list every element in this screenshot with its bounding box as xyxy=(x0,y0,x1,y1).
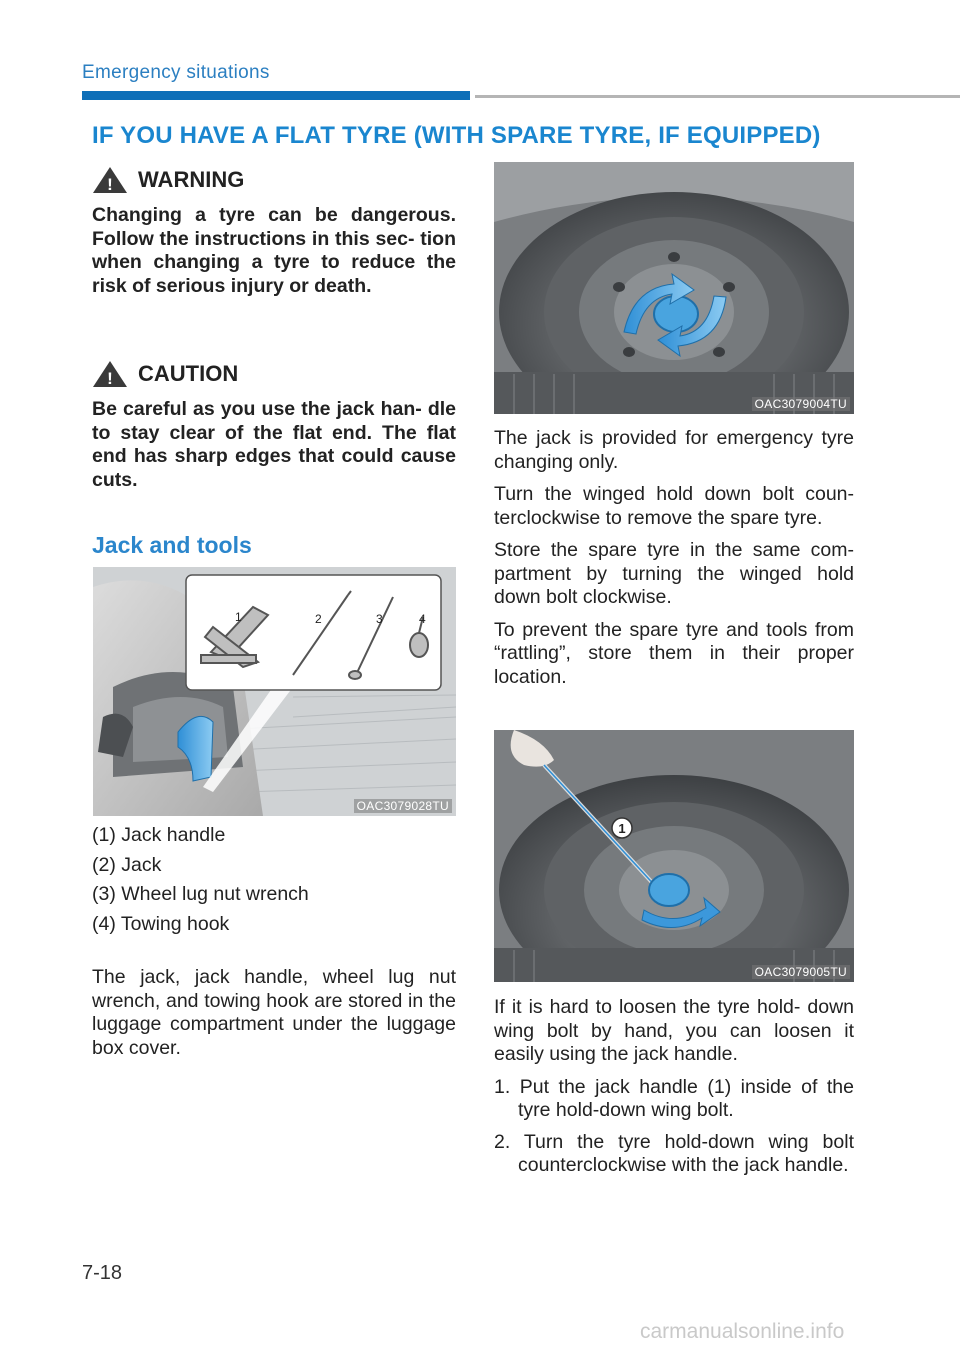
tool-item: (3) Wheel lug nut wrench xyxy=(92,883,309,905)
spare-tyre-figure xyxy=(494,162,854,414)
header-rule-grey xyxy=(475,95,960,98)
callout-2: 2 xyxy=(315,612,322,626)
section-label: Emergency situations xyxy=(82,62,270,83)
site-watermark: carmanualsonline.info xyxy=(640,1320,845,1343)
caution-heading xyxy=(92,360,456,388)
header-rule-blue xyxy=(82,91,470,100)
figure-code: OAC3079005TU xyxy=(752,965,850,979)
loosen-intro: If it is hard to loosen the tyre hold- down wing bolt by hand, you can loosen it easily using the jack handle. xyxy=(494,996,854,1065)
warning-text: Changing a tyre can be dangerous. Follow the instructions in this sec- tion when changing a tyre to reduce the risk of serious injury or death. xyxy=(92,204,456,297)
spare-text xyxy=(494,427,854,698)
spare-paragraph: The jack is provided for emergency tyre changing only. xyxy=(494,427,854,473)
warning-triangle-icon xyxy=(92,166,128,194)
caution-text: Be careful as you use the jack han- dle to stay clear of the flat end. The flat end has sharp edges that could cause cuts. xyxy=(92,398,456,491)
warning-block xyxy=(92,166,456,298)
caution-triangle-icon xyxy=(92,360,128,388)
callout-1-loosen: 1 xyxy=(618,821,626,836)
spare-paragraph: Store the spare tyre in the same com- partment by turning the winged hold down bolt clockwise. xyxy=(494,539,854,608)
callout-4: 4 xyxy=(419,612,426,626)
loosen-text xyxy=(494,996,854,1186)
spare-paragraph: To prevent the spare tyre and tools from “rattling”, store them in their proper location. xyxy=(494,618,854,688)
warning-label: WARNING xyxy=(138,167,245,192)
page-title: IF YOU HAVE A FLAT TYRE (WITH SPARE TYRE, IF EQUIPPED) xyxy=(92,122,821,149)
tool-item: (1) Jack handle xyxy=(92,824,226,846)
jack-tools-illustration xyxy=(93,567,456,816)
jack-tools-figure xyxy=(93,567,456,816)
tool-item: (2) Jack xyxy=(92,853,162,876)
page-number: 7-18 xyxy=(82,1262,123,1284)
warning-heading xyxy=(92,166,456,194)
loosen-bolt-figure xyxy=(494,730,854,982)
spare-tyre-illustration xyxy=(494,162,854,414)
storage-paragraph: The jack, jack handle, wheel lug nut wrench, and towing hook are stored in the luggage compartment under the luggage box cover. xyxy=(92,966,456,1059)
svg-text:!: ! xyxy=(107,369,113,388)
callout-1: 1 xyxy=(235,610,242,624)
figure-code: OAC3079004TU xyxy=(752,397,850,411)
tool-item: (4) Towing hook xyxy=(92,912,230,935)
caution-block xyxy=(92,360,456,492)
figure-code: OAC3079028TU xyxy=(354,799,452,813)
caution-label: CAUTION xyxy=(138,361,239,386)
loosen-bolt-illustration xyxy=(494,730,854,982)
loosen-step: 1. Put the jack handle (1) inside of the tyre hold-down wing bolt. xyxy=(494,1075,854,1121)
loosen-step: 2. Turn the tyre hold-down wing bolt counterclockwise with the jack handle. xyxy=(494,1130,854,1176)
svg-text:!: ! xyxy=(107,175,113,194)
tool-list xyxy=(92,821,456,939)
jack-tools-heading: Jack and tools xyxy=(92,532,252,558)
spare-paragraph: Turn the winged hold down bolt coun- terclockwise to remove the spare tyre. xyxy=(494,483,854,529)
callout-3: 3 xyxy=(376,612,383,626)
